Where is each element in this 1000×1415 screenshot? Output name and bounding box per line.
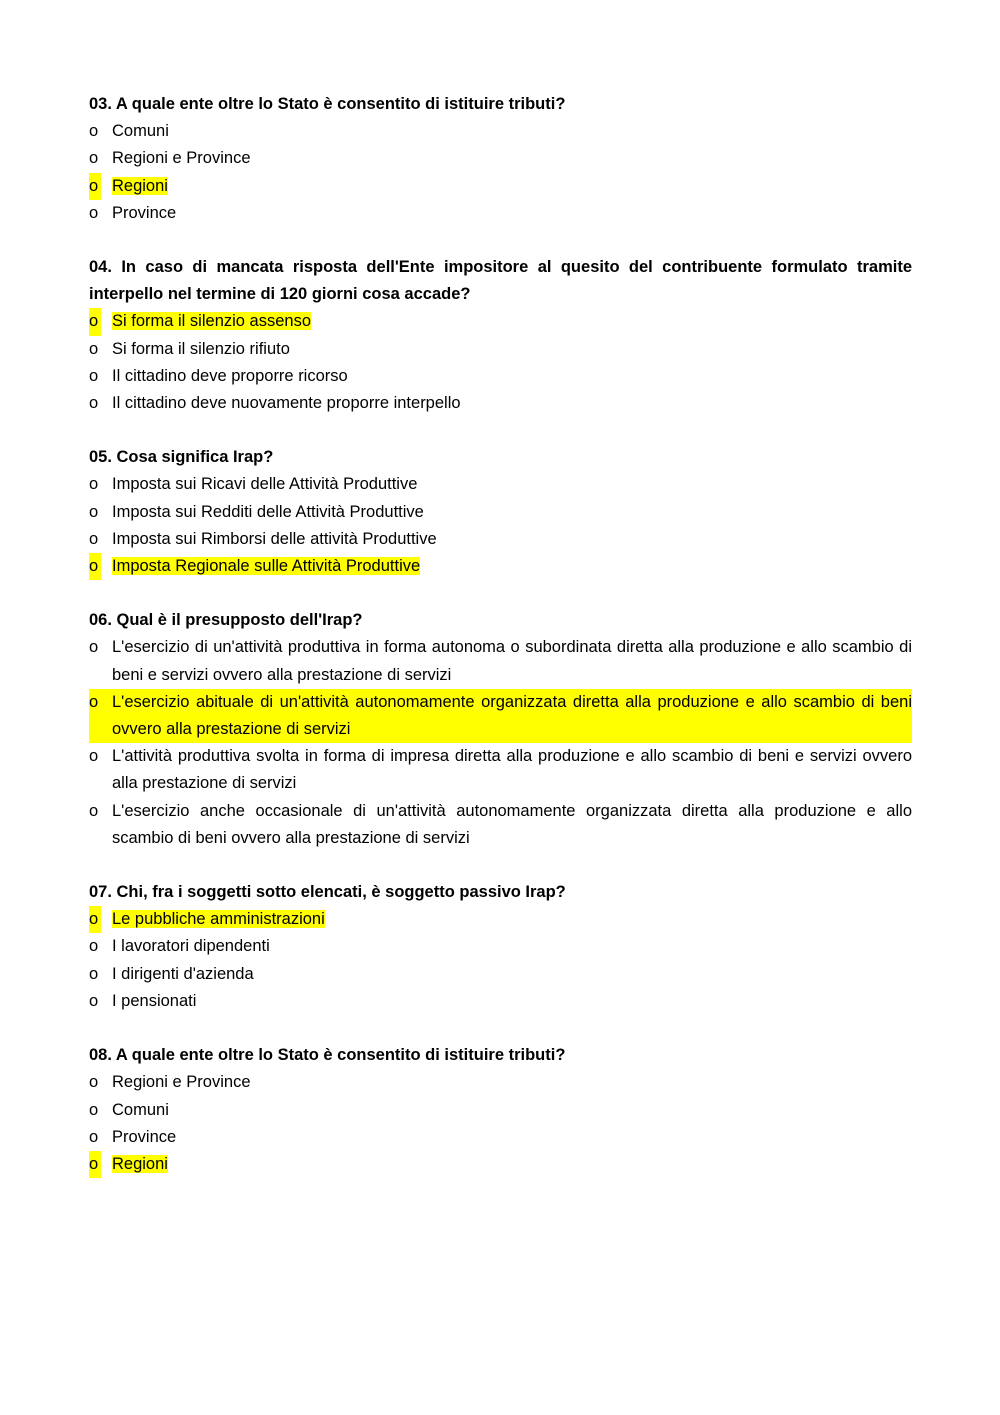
option-item-correct [89, 308, 311, 335]
bullet-icon: o [89, 339, 99, 358]
option-text: Comuni [112, 1100, 169, 1119]
option-list [89, 634, 912, 852]
bullet-icon: o [89, 801, 99, 820]
bullet-icon: o [89, 475, 99, 494]
option-item [89, 390, 912, 417]
option-text: Imposta sui Ricavi delle Attività Produttive [112, 475, 418, 494]
option-item-correct [89, 689, 912, 743]
option-text: Regioni e Province [112, 149, 251, 168]
bullet-icon: o [89, 1100, 99, 1119]
question-03 [89, 91, 912, 227]
option-text: Province [112, 203, 177, 222]
option-item [89, 798, 912, 852]
option-text: Il cittadino deve proporre ricorso [112, 366, 348, 385]
question-title: 07. Chi, fra i soggetti sotto elencati, è soggetto passivo Irap? [89, 883, 566, 902]
bullet-icon: o [89, 394, 99, 413]
option-text: Imposta sui Rimborsi delle attività Produttive [112, 529, 437, 548]
option-item-correct [89, 906, 325, 933]
option-item [89, 200, 912, 227]
bullet-icon: o [89, 1127, 99, 1146]
bullet-icon: o [89, 173, 101, 200]
option-list [89, 471, 912, 580]
option-text: L'esercizio anche occasionale di un'attività autonomamente organizzata diretta alla produzione e allo scambio di beni ovvero alla prestazione di servizi [112, 801, 912, 847]
question-05 [89, 444, 912, 580]
question-04 [89, 254, 912, 417]
bullet-icon: o [89, 529, 99, 548]
option-item [89, 988, 912, 1015]
bullet-icon: o [89, 1151, 101, 1178]
option-text: Comuni [112, 122, 169, 141]
quiz-page [89, 91, 912, 1205]
option-text: Province [112, 1127, 177, 1146]
bullet-icon: o [89, 1073, 99, 1092]
option-text: I dirigenti d'azienda [112, 964, 254, 983]
option-list [89, 118, 912, 227]
option-item [89, 336, 912, 363]
option-item [89, 499, 912, 526]
option-text: Regioni [112, 1154, 168, 1173]
option-item [89, 363, 912, 390]
option-text: Si forma il silenzio assenso [112, 312, 311, 331]
option-list [89, 1069, 912, 1178]
bullet-icon: o [89, 937, 99, 956]
question-title: 08. A quale ente oltre lo Stato è consentito di istituire tributi? [89, 1046, 566, 1065]
option-item-correct [89, 173, 168, 200]
option-item-correct [89, 553, 420, 580]
option-item [89, 1124, 912, 1151]
question-06 [89, 607, 912, 852]
option-text: Il cittadino deve nuovamente proporre interpello [112, 394, 461, 413]
bullet-icon: o [89, 366, 99, 385]
option-text: I lavoratori dipendenti [112, 937, 270, 956]
option-text: L'attività produttiva svolta in forma di impresa diretta alla produzione e allo scambio di beni e servizi ovvero alla prestazione di servizi [112, 747, 912, 793]
option-item [89, 933, 912, 960]
option-text: L'esercizio abituale di un'attività autonomamente organizzata diretta alla produzione e allo scambio di beni ovvero alla prestazione di servizi [112, 692, 912, 739]
bullet-icon: o [89, 203, 99, 222]
bullet-icon: o [89, 553, 101, 580]
option-text: Imposta Regionale sulle Attività Produttive [112, 557, 421, 576]
bullet-icon: o [89, 149, 99, 168]
option-item [89, 471, 912, 498]
bullet-icon: o [89, 906, 101, 933]
option-item [89, 526, 912, 553]
bullet-icon: o [89, 308, 101, 335]
question-title: 04. In caso di mancata risposta dell'Ente impositore al quesito del contribuente formulato tramite interpello nel termine di 120 giorni cosa accade? [89, 258, 912, 304]
option-text: Le pubbliche amministrazioni [112, 910, 325, 929]
question-title: 03. A quale ente oltre lo Stato è consentito di istituire tributi? [89, 95, 566, 113]
bullet-icon: o [89, 964, 99, 983]
option-list [89, 308, 912, 417]
option-item [89, 634, 912, 688]
option-text: Regioni [112, 176, 168, 195]
question-title: 05. Cosa significa Irap? [89, 448, 274, 467]
option-item [89, 118, 912, 145]
option-text: I pensionati [112, 991, 197, 1010]
option-item [89, 961, 912, 988]
bullet-icon: o [89, 689, 101, 716]
option-text: Regioni e Province [112, 1073, 251, 1092]
question-title: 06. Qual è il presupposto dell'Irap? [89, 611, 363, 630]
bullet-icon: o [89, 747, 99, 766]
option-item-correct [89, 1151, 168, 1178]
option-item [89, 743, 912, 797]
bullet-icon: o [89, 991, 99, 1010]
option-text: L'esercizio di un'attività produttiva in forma autonoma o subordinata diretta alla produzione e allo scambio di beni e servizi ovvero alla prestazione di servizi [112, 638, 912, 684]
option-text: Imposta sui Redditi delle Attività Produttive [112, 502, 424, 521]
option-item [89, 1097, 912, 1124]
bullet-icon: o [89, 122, 99, 141]
option-text: Si forma il silenzio rifiuto [112, 339, 290, 358]
option-item [89, 1069, 912, 1096]
bullet-icon: o [89, 638, 99, 657]
question-08 [89, 1042, 912, 1178]
question-07 [89, 879, 912, 1015]
option-item [89, 145, 912, 172]
bullet-icon: o [89, 502, 99, 521]
option-list [89, 906, 912, 1015]
